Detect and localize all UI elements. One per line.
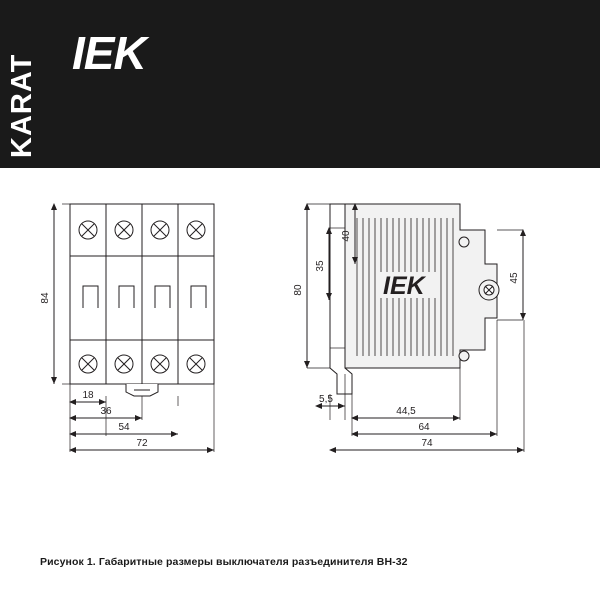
drawing-svg: [0, 168, 600, 548]
dim-18: 18: [82, 390, 94, 401]
dim-80: 80: [293, 284, 304, 296]
dim-64: 64: [418, 422, 430, 433]
dim-74: 74: [421, 438, 433, 449]
divider: [0, 538, 600, 539]
dim-84: 84: [40, 292, 51, 304]
dim-36: 36: [100, 406, 112, 417]
brand-logo: IEK: [72, 27, 146, 79]
brand-vertical-text: KARAT: [6, 53, 38, 158]
dim-40: 40: [341, 230, 352, 242]
dim-44-5: 44,5: [396, 406, 416, 417]
header-band: [0, 0, 600, 168]
dim-5-5: 5,5: [319, 394, 333, 405]
technical-drawing: [0, 168, 600, 548]
side-view-logo: IEK: [383, 272, 425, 300]
dim-54: 54: [118, 422, 130, 433]
dim-72: 72: [136, 438, 148, 449]
front-view-group: [54, 204, 214, 452]
dim-45: 45: [509, 272, 520, 284]
dim-35: 35: [315, 260, 326, 272]
figure-caption: Рисунок 1. Габаритные размеры выключателя разъединителя ВН-32: [40, 556, 408, 568]
